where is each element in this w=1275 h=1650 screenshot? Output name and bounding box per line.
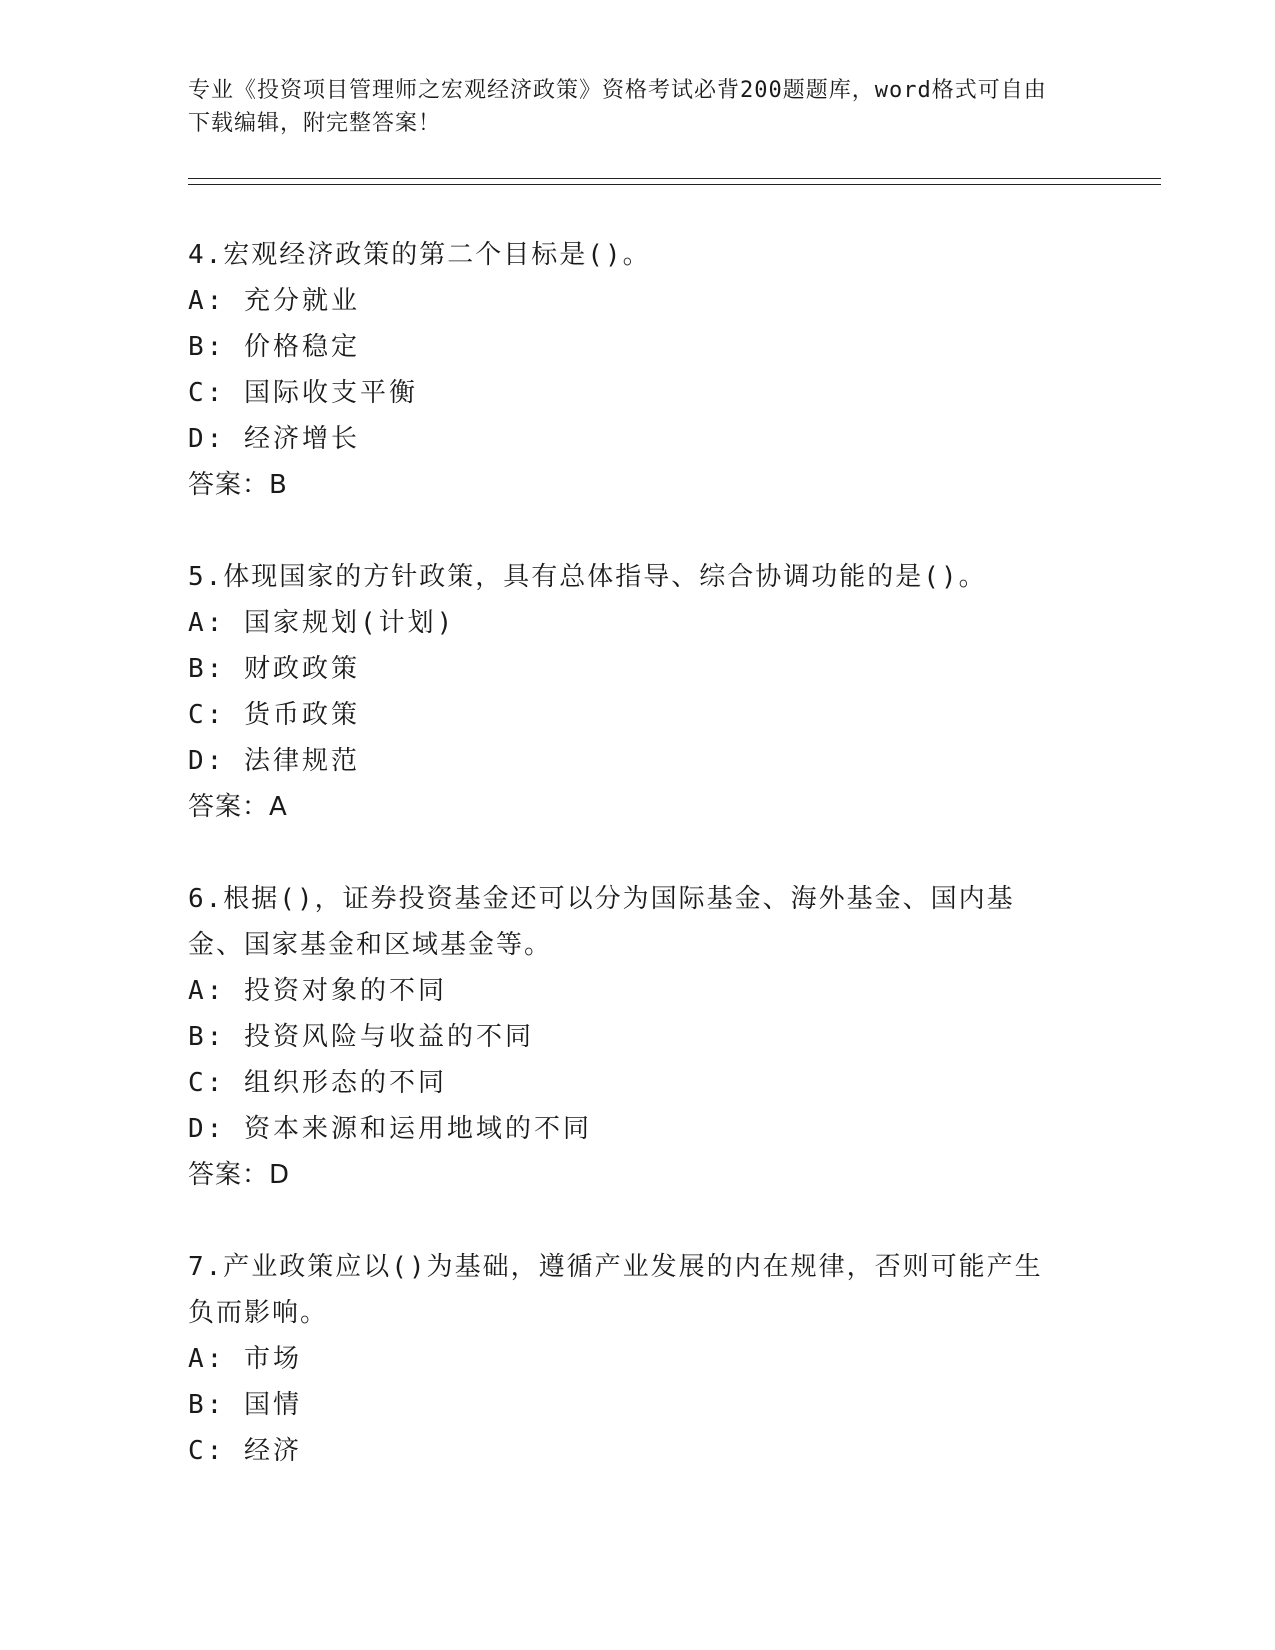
option-c: C: 组织形态的不同 <box>188 1068 447 1098</box>
question-stem: 5.体现国家的方针政策，具有总体指导、综合协调功能的是()。 <box>188 562 987 592</box>
question-stem: 7.产业政策应以()为基础，遵循产业发展的内在规律，否则可能产生负而影响。 <box>188 1252 1043 1328</box>
option-a: A: 国家规划(计划) <box>188 608 456 638</box>
question-6 <box>188 876 1068 1198</box>
question-stem: 4.宏观经济政策的第二个目标是()。 <box>188 240 651 270</box>
option-a: A: 市场 <box>188 1344 302 1374</box>
question-stem: 6.根据()，证券投资基金还可以分为国际基金、海外基金、国内基金、国家基金和区域基金等。 <box>188 884 1015 960</box>
question-4 <box>188 232 1068 508</box>
option-c: C: 经济 <box>188 1436 302 1466</box>
answer-line: 答案：D <box>188 1160 291 1190</box>
answer-line: 答案：B <box>188 470 288 500</box>
header-divider-bottom <box>188 184 1161 185</box>
option-b: B: 价格稳定 <box>188 332 360 362</box>
option-b: B: 财政政策 <box>188 654 360 684</box>
option-a: A: 充分就业 <box>188 286 360 316</box>
option-d: D: 经济增长 <box>188 424 360 454</box>
option-d: D: 法律规范 <box>188 746 360 776</box>
document-header <box>188 74 1068 140</box>
answer-line: 答案：A <box>188 792 288 822</box>
question-list <box>188 232 1068 1520</box>
document-title: 专业《投资项目管理师之宏观经济政策》资格考试必背200题题库，word格式可自由下载编辑，附完整答案！ <box>188 78 1047 136</box>
header-divider-top <box>188 178 1161 179</box>
question-7 <box>188 1244 1068 1474</box>
option-b: B: 国情 <box>188 1390 302 1420</box>
option-b: B: 投资风险与收益的不同 <box>188 1022 534 1052</box>
option-d: D: 资本来源和运用地域的不同 <box>188 1114 592 1144</box>
question-5 <box>188 554 1068 830</box>
option-c: C: 国际收支平衡 <box>188 378 418 408</box>
option-c: C: 货币政策 <box>188 700 360 730</box>
option-a: A: 投资对象的不同 <box>188 976 447 1006</box>
